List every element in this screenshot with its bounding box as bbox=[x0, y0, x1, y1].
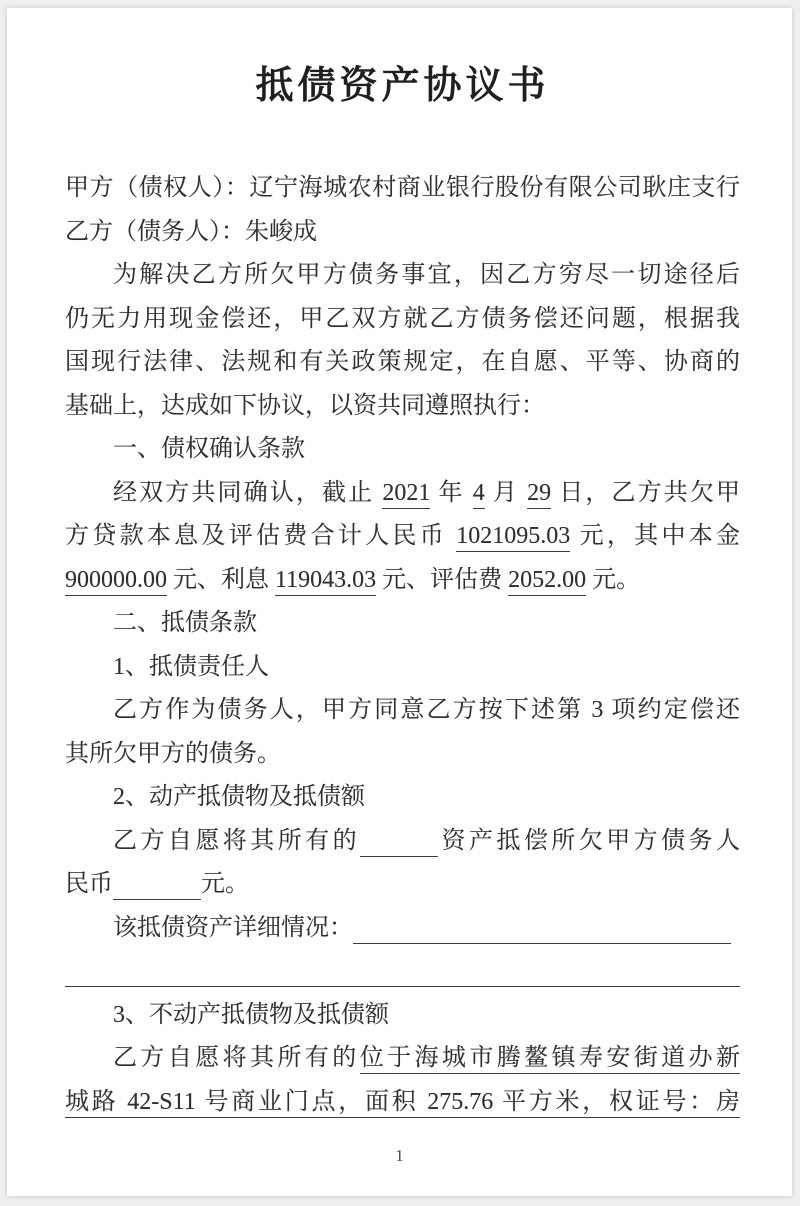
document-line bbox=[65, 994, 740, 1038]
text-segment: 基础上，达成如下协议，以资共同遵照执行： bbox=[65, 392, 545, 419]
underlined-value: 城路 42-S11 号商业门点，面积 275.76 平方米，权证号：房 bbox=[65, 1089, 740, 1118]
document-line bbox=[65, 776, 740, 820]
text-segment: 为解决乙方所欠甲方债务事宜，因乙方穷尽一切途径后 bbox=[113, 262, 740, 288]
document-line bbox=[65, 1081, 740, 1125]
text-segment: 元。 bbox=[586, 566, 641, 593]
document-line bbox=[65, 950, 740, 994]
document-page bbox=[7, 8, 792, 1196]
document-line bbox=[65, 385, 740, 429]
underlined-value: 2021 bbox=[382, 480, 430, 509]
text-segment: 二、抵债条款 bbox=[113, 610, 257, 636]
document-line bbox=[65, 211, 740, 255]
underlined-value: 位于海城市腾鳌镇寿安街道办新 bbox=[360, 1045, 740, 1074]
text-segment: 甲方（债权人）：辽宁海城农村商业银行股份有限公司耿庄支行 bbox=[65, 175, 740, 201]
blank-field bbox=[65, 962, 740, 987]
document-line bbox=[65, 559, 740, 603]
document-line bbox=[65, 602, 740, 646]
document-line bbox=[65, 254, 740, 298]
underlined-value: 1021095.03 bbox=[456, 523, 570, 552]
text-segment: 该抵债资产详细情况： bbox=[113, 914, 353, 941]
text-segment: 月 bbox=[484, 479, 528, 506]
text-segment: 民币 bbox=[65, 871, 113, 897]
document-line bbox=[65, 428, 740, 472]
text-segment: 其所欠甲方的债务。 bbox=[65, 740, 281, 767]
text-segment: 乙方（债务人）：朱峻成 bbox=[65, 218, 317, 245]
underlined-value: 900000.00 bbox=[65, 567, 167, 596]
document-line bbox=[65, 820, 740, 864]
text-segment: 2、动产抵债物及抵债额 bbox=[113, 784, 365, 810]
text-segment: 元，其中本金 bbox=[570, 523, 741, 549]
document-line bbox=[65, 689, 740, 733]
blank-field bbox=[360, 832, 438, 857]
underlined-value: 4 bbox=[473, 480, 485, 509]
text-segment: 乙方自愿将其所有的 bbox=[113, 827, 361, 854]
document-line bbox=[65, 863, 740, 907]
text-segment: 一、债权确认条款 bbox=[113, 436, 305, 462]
document-line bbox=[65, 907, 740, 951]
text-segment: 日，乙方共欠甲 bbox=[551, 479, 740, 506]
document-line bbox=[65, 298, 740, 342]
text-segment: 年 bbox=[430, 479, 473, 506]
document-line bbox=[65, 1037, 740, 1081]
document-body bbox=[65, 167, 740, 1124]
text-segment: 仍无力用现金偿还，甲乙双方就乙方债务偿还问题，根据我 bbox=[65, 305, 740, 332]
text-segment: 资产抵偿所欠甲方债务人 bbox=[438, 827, 741, 854]
text-segment: 元、利息 bbox=[167, 566, 275, 593]
document-line bbox=[65, 733, 740, 777]
text-segment: 方贷款本息及评估费合计人民币 bbox=[65, 523, 457, 549]
document-line bbox=[65, 472, 740, 516]
text-segment: 元、评估费 bbox=[376, 566, 509, 593]
underlined-value: 29 bbox=[527, 480, 551, 509]
text-segment: 经双方共同确认，截止 bbox=[113, 479, 383, 506]
text-segment: 国现行法律、法规和有关政策规定，在自愿、平等、协商的 bbox=[65, 349, 740, 375]
document-line bbox=[65, 167, 740, 211]
text-segment: 元。 bbox=[201, 871, 249, 897]
document-title: 抵债资产协议书 bbox=[255, 65, 550, 107]
document-line bbox=[65, 646, 740, 690]
document-line bbox=[65, 341, 740, 385]
text-segment: 3、不动产抵债物及抵债额 bbox=[113, 1001, 389, 1028]
blank-field bbox=[353, 919, 731, 944]
blank-field bbox=[113, 875, 201, 900]
text-segment: 1、抵债责任人 bbox=[113, 653, 269, 680]
underlined-value: 119043.03 bbox=[275, 567, 376, 596]
text-segment: 乙方作为债务人，甲方同意乙方按下述第 3 项约定偿还 bbox=[113, 697, 740, 723]
underlined-value: 2052.00 bbox=[508, 567, 586, 596]
text-segment: 乙方自愿将其所有的 bbox=[113, 1045, 360, 1071]
page-number: 1 bbox=[395, 1146, 404, 1165]
document-line bbox=[65, 515, 740, 559]
